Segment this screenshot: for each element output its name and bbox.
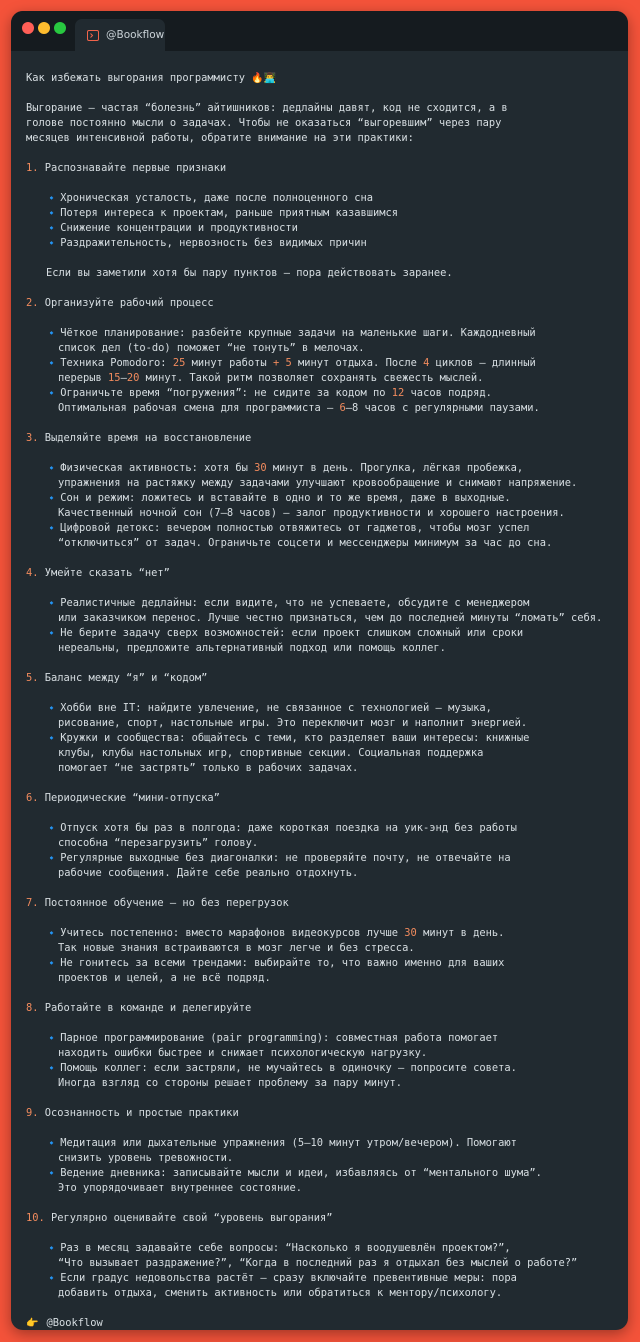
section-heading bbox=[26, 896, 628, 911]
section-heading-text: Распознавайте первые признаки bbox=[38, 162, 227, 174]
section-heading-text: Работайте в команде и делегируйте bbox=[38, 1002, 252, 1014]
bullet-item bbox=[26, 356, 628, 386]
maximize-window-button[interactable] bbox=[54, 22, 66, 34]
bullet-line: 🔹 Раз в месяц задавайте себе вопросы: “Насколько я воодушевлён проектом?”, bbox=[46, 1242, 511, 1254]
section-8 bbox=[26, 986, 628, 1091]
section-heading bbox=[26, 431, 628, 446]
blue-diamond-icon: 🔹 bbox=[46, 464, 58, 474]
section-heading-text: Баланс между “я” и “кодом” bbox=[38, 672, 208, 684]
section-number: 6. bbox=[26, 792, 39, 804]
blue-diamond-icon: 🔹 bbox=[46, 959, 58, 969]
blue-diamond-icon: 🔹 bbox=[46, 704, 58, 714]
bullet-item bbox=[26, 926, 628, 956]
section-number: 2. bbox=[26, 297, 39, 309]
number-highlight: + bbox=[272, 357, 280, 369]
section-heading bbox=[26, 161, 628, 176]
section-heading-text: Осознанность и простые практики bbox=[38, 1107, 239, 1119]
number-highlight: 4 bbox=[423, 357, 430, 369]
blue-diamond-icon: 🔹 bbox=[46, 359, 58, 369]
blue-diamond-icon: 🔹 bbox=[46, 1139, 58, 1149]
bullet-continuation: или заказчиком перенос. Лучше честно признаться, чем до последней минуты “ломать” себя. bbox=[58, 612, 603, 624]
bullet-item bbox=[26, 236, 628, 251]
number-highlight: 20 bbox=[126, 372, 140, 384]
bullet-continuation: способна “перезагрузить” голову. bbox=[58, 837, 259, 849]
section-number: 9. bbox=[26, 1107, 39, 1119]
bullet-continuation: Качественный ночной сон (7–8 часов) – залог продуктивности и хорошего настроения. bbox=[58, 507, 565, 519]
bullet-item bbox=[26, 1061, 628, 1091]
blue-diamond-icon: 🔹 bbox=[46, 224, 58, 234]
bullet-line: 🔹 Сон и режим: ложитесь и вставайте в одно и то же время, даже в выходные. bbox=[46, 492, 511, 504]
bullet-line: 🔹 Ограничьте время “погружения”: не сидите за кодом по 12 часов подряд. bbox=[46, 387, 492, 399]
bullet-item bbox=[26, 206, 628, 221]
blue-diamond-icon: 🔹 bbox=[46, 1064, 58, 1074]
bullet-line: 🔹 Если градус недовольства растёт – сразу включайте превентивные меры: пора bbox=[46, 1272, 517, 1284]
bullet-continuation: “отключиться” от задач. Ограничьте соцсети и мессенджеры минимум за час до сна. bbox=[58, 537, 553, 549]
bullet-item bbox=[26, 491, 628, 521]
bullet-item bbox=[26, 1241, 628, 1271]
bullet-line: 🔹 Физическая активность: хотя бы 30 минут в день. Прогулка, лёгкая пробежка, bbox=[46, 462, 524, 474]
bullet-line: 🔹 Реалистичные дедлайны: если видите, что не успеваете, обсудите с менеджером bbox=[46, 597, 530, 609]
bullet-line: 🔹 Регулярные выходные без диагоналки: не проверяйте почту, не отвечайте на bbox=[46, 852, 511, 864]
bullet-continuation: находить ошибки быстрее и снижает психологическую нагрузку. bbox=[58, 1047, 428, 1059]
section-number: 4. bbox=[26, 567, 39, 579]
bullet-item bbox=[26, 386, 628, 416]
bullet-item bbox=[26, 191, 628, 206]
footer-signature bbox=[26, 1316, 628, 1330]
section-10 bbox=[26, 1196, 628, 1301]
bullet-continuation: проектов и целей, а не всё подряд. bbox=[58, 972, 271, 984]
section-heading-text: Постоянное обучение – но без перегрузок bbox=[38, 897, 289, 909]
section-heading-text: Периодические “мини-отпуска” bbox=[38, 792, 220, 804]
post-intro bbox=[26, 101, 628, 146]
intro-line: голове постоянно мысли о задачах. Чтобы не оказаться “выгоревшим” через пару bbox=[26, 117, 502, 129]
bullet-item bbox=[26, 461, 628, 491]
section-heading bbox=[26, 1106, 628, 1121]
number-highlight: 5 bbox=[285, 357, 292, 369]
section-number: 3. bbox=[26, 432, 39, 444]
blue-diamond-icon: 🔹 bbox=[46, 1244, 58, 1254]
bullet-item bbox=[26, 701, 628, 731]
bullet-line: 🔹 Помощь коллег: если застряли, не мучайтесь в одиночку – попросите совета. bbox=[46, 1062, 517, 1074]
section-9 bbox=[26, 1091, 628, 1196]
bullet-item bbox=[26, 821, 628, 851]
tab-title: @Bookflow bbox=[106, 29, 165, 41]
title-bar bbox=[11, 11, 628, 51]
close-window-button[interactable] bbox=[22, 22, 34, 34]
section-heading-text: Умейте сказать “нет” bbox=[38, 567, 170, 579]
bullet-continuation: “Что вызывает раздражение?”, “Когда в последний раз я отдыхал без мыслей о работе?” bbox=[58, 1257, 578, 1269]
bullet-line: 🔹 Потеря интереса к проектам, раньше приятным казавшимся bbox=[46, 207, 399, 219]
bullet-line: 🔹 Чёткое планирование: разбейте крупные задачи на маленькие шаги. Каждодневный bbox=[46, 327, 536, 339]
bullet-line: 🔹 Не гонитесь за всеми трендами: выбирайте то, что важно именно для ваших bbox=[46, 957, 505, 969]
section-3 bbox=[26, 416, 628, 551]
intro-line: Выгорание – частая “болезнь” айтишников: дедлайны давят, код не сходится, а в bbox=[26, 102, 508, 114]
section-heading bbox=[26, 1001, 628, 1016]
section-number: 10. bbox=[26, 1212, 45, 1224]
bullet-line: 🔹 Хроническая усталость, даже после полноценного сна bbox=[46, 192, 374, 204]
blue-diamond-icon: 🔹 bbox=[46, 1034, 58, 1044]
fire-emoji-icon: 🔥👨‍💻 bbox=[251, 73, 277, 84]
bullet-continuation: клубы, клубы настольных игр, спортивные секции. Социальная поддержка bbox=[58, 747, 484, 759]
section-2 bbox=[26, 281, 628, 416]
section-7 bbox=[26, 881, 628, 986]
number-highlight: 30 bbox=[404, 927, 417, 939]
terminal-icon bbox=[87, 30, 99, 41]
sections-list bbox=[26, 146, 628, 1301]
section-number: 1. bbox=[26, 162, 39, 174]
minimize-window-button[interactable] bbox=[38, 22, 50, 34]
bullet-line: 🔹 Парное программирование (pair programming): совместная работа помогает bbox=[46, 1032, 499, 1044]
bullet-line: 🔹 Раздражительность, нервозность без видимых причин bbox=[46, 237, 367, 249]
section-1 bbox=[26, 146, 628, 281]
section-heading bbox=[26, 566, 628, 581]
section-number: 8. bbox=[26, 1002, 39, 1014]
section-5 bbox=[26, 656, 628, 776]
bullet-continuation: упражнения на растяжку между задачами улучшают кровообращение и снимают напряжение. bbox=[58, 477, 578, 489]
bullet-item bbox=[26, 221, 628, 236]
bullet-continuation: список дел (to-do) поможет “не тонуть” в мелочах. bbox=[58, 342, 365, 354]
blue-diamond-icon: 🔹 bbox=[46, 599, 58, 609]
blue-diamond-icon: 🔹 bbox=[46, 629, 58, 639]
bullet-continuation: снизить уровень тревожности. bbox=[58, 1152, 234, 1164]
blue-diamond-icon: 🔹 bbox=[46, 824, 58, 834]
section-6 bbox=[26, 776, 628, 881]
bullet-continuation: Так новые знания встраиваются в мозг легче и без стресса. bbox=[58, 942, 415, 954]
section-number: 5. bbox=[26, 672, 39, 684]
bullet-item bbox=[26, 326, 628, 356]
blue-diamond-icon: 🔹 bbox=[46, 734, 58, 744]
blue-diamond-icon: 🔹 bbox=[46, 389, 58, 399]
bullet-item bbox=[26, 956, 628, 986]
blue-diamond-icon: 🔹 bbox=[46, 1274, 58, 1284]
pointing-hand-icon: 👉 bbox=[26, 1318, 39, 1329]
bullet-line: 🔹 Цифровой детокс: вечером полностью отвяжитесь от гаджетов, чтобы мозг успел bbox=[46, 522, 530, 534]
section-heading bbox=[26, 791, 628, 806]
bullet-continuation: перерыв 15–20 минут. Такой ритм позволяет сохранять свежесть мыслей. bbox=[58, 372, 484, 384]
bullet-line: 🔹 Отпуск хотя бы раз в полгода: даже короткая поездка на уик-энд без работы bbox=[46, 822, 517, 834]
bullet-item bbox=[26, 1136, 628, 1166]
footer-handle[interactable]: @Bookflow bbox=[46, 1317, 103, 1329]
section-note: Если вы заметили хотя бы пару пунктов – пора действовать заранее. bbox=[46, 267, 453, 279]
bullet-line: 🔹 Не берите задачу сверх возможностей: если проект слишком сложный или сроки bbox=[46, 627, 524, 639]
blue-diamond-icon: 🔹 bbox=[46, 1169, 58, 1179]
post-content bbox=[11, 51, 628, 1330]
bullet-line: 🔹 Ведение дневника: записывайте мысли и идеи, избавляясь от “ментального шума”. bbox=[46, 1167, 542, 1179]
blue-diamond-icon: 🔹 bbox=[46, 854, 58, 864]
bullet-item bbox=[26, 731, 628, 776]
bullet-continuation: рисование, спорт, настольные игры. Это переключит мозг и наполнит энергией. bbox=[58, 717, 528, 729]
bullet-item bbox=[26, 626, 628, 656]
number-highlight: 30 bbox=[254, 462, 267, 474]
section-heading bbox=[26, 671, 628, 686]
bullet-continuation: Оптимальная рабочая смена для программиста – 6–8 часов с регулярными паузами. bbox=[58, 402, 540, 414]
blue-diamond-icon: 🔹 bbox=[46, 209, 58, 219]
bullet-line: 🔹 Кружки и сообщества: общайтесь с теми, кто разделяет ваши интересы: книжные bbox=[46, 732, 530, 744]
post-title: Как избежать выгорания программисту 🔥👨‍💻 bbox=[26, 72, 277, 84]
bullet-line: 🔹 Хобби вне IT: найдите увлечение, не связанное с технологией — музыка, bbox=[46, 702, 492, 714]
section-heading-text: Регулярно оценивайте свой “уровень выгорания” bbox=[44, 1212, 333, 1224]
bullet-continuation: Это упорядочивает внутреннее состояние. bbox=[58, 1182, 302, 1194]
section-heading-text: Выделяйте время на восстановление bbox=[38, 432, 252, 444]
bullet-item bbox=[26, 521, 628, 551]
section-heading bbox=[26, 1211, 628, 1226]
number-highlight: 25 bbox=[172, 357, 186, 369]
blue-diamond-icon: 🔹 bbox=[46, 194, 58, 204]
number-highlight: 15 bbox=[108, 372, 121, 384]
bullet-item bbox=[26, 1271, 628, 1301]
terminal-window bbox=[11, 11, 628, 1330]
bullet-line: 🔹 Учитесь постепенно: вместо марафонов видеокурсов лучше 30 минут в день. bbox=[46, 927, 505, 939]
bullet-item bbox=[26, 1031, 628, 1061]
section-number: 7. bbox=[26, 897, 39, 909]
blue-diamond-icon: 🔹 bbox=[46, 239, 58, 249]
intro-line: месяцев интенсивной работы, обратите внимание на эти практики: bbox=[26, 132, 414, 144]
bullet-continuation: помогает “не застрять” только в рабочих задачах. bbox=[58, 762, 359, 774]
bullet-line: 🔹 Медитация или дыхательные упражнения (5–10 минут утром/вечером). Помогают bbox=[46, 1137, 517, 1149]
section-heading bbox=[26, 296, 628, 311]
number-highlight: 6 bbox=[339, 402, 346, 414]
bullet-line: 🔹 Снижение концентрации и продуктивности bbox=[46, 222, 298, 234]
bullet-item bbox=[26, 1166, 628, 1196]
bullet-continuation: нереальны, предложите альтернативный подход или помощь коллег. bbox=[58, 642, 446, 654]
bullet-continuation: добавить отдыха, сменить активность или обратиться к ментору/психологу. bbox=[58, 1287, 503, 1299]
bullet-continuation: Иногда взгляд со стороны решает проблему за пару минут. bbox=[58, 1077, 403, 1089]
blue-diamond-icon: 🔹 bbox=[46, 494, 58, 504]
number-highlight: 12 bbox=[391, 387, 405, 399]
blue-diamond-icon: 🔹 bbox=[46, 329, 58, 339]
bullet-item bbox=[26, 851, 628, 881]
bullet-line: 🔹 Техника Pomodoro: 25 минут работы + 5 минут отдыха. После 4 циклов — длинный bbox=[46, 357, 536, 369]
blue-diamond-icon: 🔹 bbox=[46, 524, 58, 534]
section-heading-text: Организуйте рабочий процесс bbox=[38, 297, 214, 309]
bullet-item bbox=[26, 596, 628, 626]
section-4 bbox=[26, 551, 628, 656]
bullet-continuation: рабочие сообщения. Дайте себе реально отдохнуть. bbox=[58, 867, 359, 879]
tab-bookflow[interactable] bbox=[75, 19, 165, 51]
blue-diamond-icon: 🔹 bbox=[46, 929, 58, 939]
